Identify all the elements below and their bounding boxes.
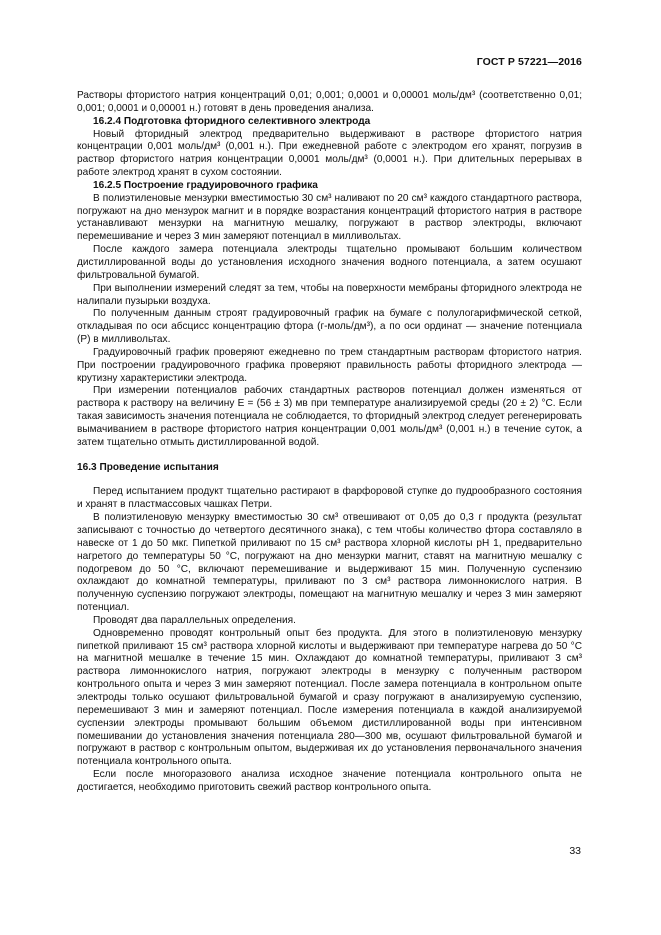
paragraph: Растворы фтористого натрия концентраций 0,01; 0,001; 0,0001 и 0,00001 моль/дм³ (соответственно 0,01; 0,001; 0,0001 и 0,00001 н.) готовят в день проведения анализа. — [77, 90, 582, 114]
paragraph: В полиэтиленовые мензурки вместимостью 30 см³ наливают по 20 см³ каждого стандартного раствора, погружают на дно мензурок магнит и в порядке возрастания концентраций фтористого натрия в растворе устанавливают мензурки на магнитную мешалку, погружают в раствор электроды, включают перемешивание и через 3 мин замеряют потенциал в милливольтах. — [77, 192, 582, 243]
paragraph: Градуировочный график проверяют ежедневно по трем стандартным растворам фтористого натрия. При построении градуировочного графика проверяют правильность работы фторидного электрода — крутизну характеристики электрода. — [77, 346, 582, 384]
document-code: ГОСТ Р 57221—2016 — [476, 56, 582, 68]
paragraph: По полученным данным строят градуировочный график на бумаге с полулогарифмической сеткой, откладывая по оси абсцисс концентрацию фтора (г-моль/дм³), а по оси ординат — значение потенциала (P) в милливольтах. — [77, 308, 582, 346]
paragraph: При измерении потенциалов рабочих стандартных растворов потенциал должен изменяться от раствора к раствору на величину E = (56 ± 3) мв при температуре анализируемой среды (20 ± 2) °С. Если такая зависимость значения потенциала не соблюдается, то фторидный электрод следует регенерировать вымачиванием в растворе фтористого натрия концентрации 0,001 моль/дм³ (0,001 н.) в течение суток, а затем тщательно отмыть дистиллированной водой. — [77, 385, 582, 448]
paragraph: В полиэтиленовую мензурку вместимостью 30 см³ отвешивают от 0,05 до 0,3 г продукта (результат записывают с точностью до четвертого десятичного знака), с тем чтобы количество фтора составляло в навеске от 1 до 50 мкг. Пипеткой приливают по 15 см³ раствора хлорной кислоты рН 1, предварительно нагретого до температуры 50 °С, погружают на дно мензурки магнит, ставят на магнитную мешалку с подогревом до 50 °С, включают перемешивание и выдерживают 15 мин. Полученную суспензию охлаждают до комнатной температуры, приливают по 3 см³ раствора лимоннокислого натрия. В полученную суспензию погружают электроды, помещают на магнитную мешалку и через 3 мин замеряют потенциал. — [77, 512, 582, 614]
paragraph: Если после многоразового анализа исходное значение потенциала контрольного опыта не достигается, необходимо приготовить свежий раствор контрольного опыта. — [77, 769, 582, 793]
section-heading: 16.3 Проведение испытания — [77, 461, 219, 473]
paragraph: Одновременно проводят контрольный опыт без продукта. Для этого в полиэтиленовую мензурку пипеткой приливают 15 см³ раствора хлорной кислоты и выдерживают при температуре нагрева до 50 °С на магнитной мешалке в течение 15 мин. Охлаждают до комнатной температуры, приливают 3 см³ раствора лимоннокислого натрия, погружают электроды в мензурку с полученным раствором контрольного опыта и через 3 мин замеряют потенциал. После замера потенциала в контрольном опыте электроды только осушают фильтровальной бумагой и сразу погружают в анализируемую суспензию, перемешивают 3 мин и замеряют потенциал. После измерения потенциала в каждой анализируемой суспензии электроды промывают большим объемом дистиллированной воды при интенсивном помешивании до установления значения потенциала 280—300 мв, осушают фильтровальной бумагой и погружают в раствор с контрольным опытом, выдерживая их до установления первоначального значения потенциала контрольного опыта. — [77, 627, 582, 768]
subsection-heading: 16.2.5 Построение градуировочного графика — [93, 179, 318, 191]
page-number: 33 — [569, 845, 581, 857]
paragraph: При выполнении измерений следят за тем, чтобы на поверхности мембраны фторидного электрода не налипали пузырьки воздуха. — [77, 282, 582, 307]
subsection-heading: 16.2.4 Подготовка фторидного селективного электрода — [93, 115, 371, 127]
paragraph: Проводят два параллельных определения. — [93, 614, 296, 626]
paragraph: Новый фторидный электрод предварительно выдерживают в растворе фтористого натрия концентрации 0,001 моль/дм³ (0,001 н.). При ежедневной работе с электродом его хранят, погрузив в раствор фтористого натрия концентрации 0,0001 моль/дм³ (0,0001 н.). При длительных перерывах в работе электрод хранят в сухом состоянии. — [77, 128, 582, 179]
paragraph: Перед испытанием продукт тщательно растирают в фарфоровой ступке до пудрообразного состояния и хранят в пластмассовых чашках Петри. — [77, 486, 582, 511]
paragraph: После каждого замера потенциала электроды тщательно промывают большим количеством дистиллированной воды до установления исходного значения водного потенциала, а затем осушают фильтровальной бумагой. — [77, 244, 582, 281]
document-body — [77, 90, 582, 795]
